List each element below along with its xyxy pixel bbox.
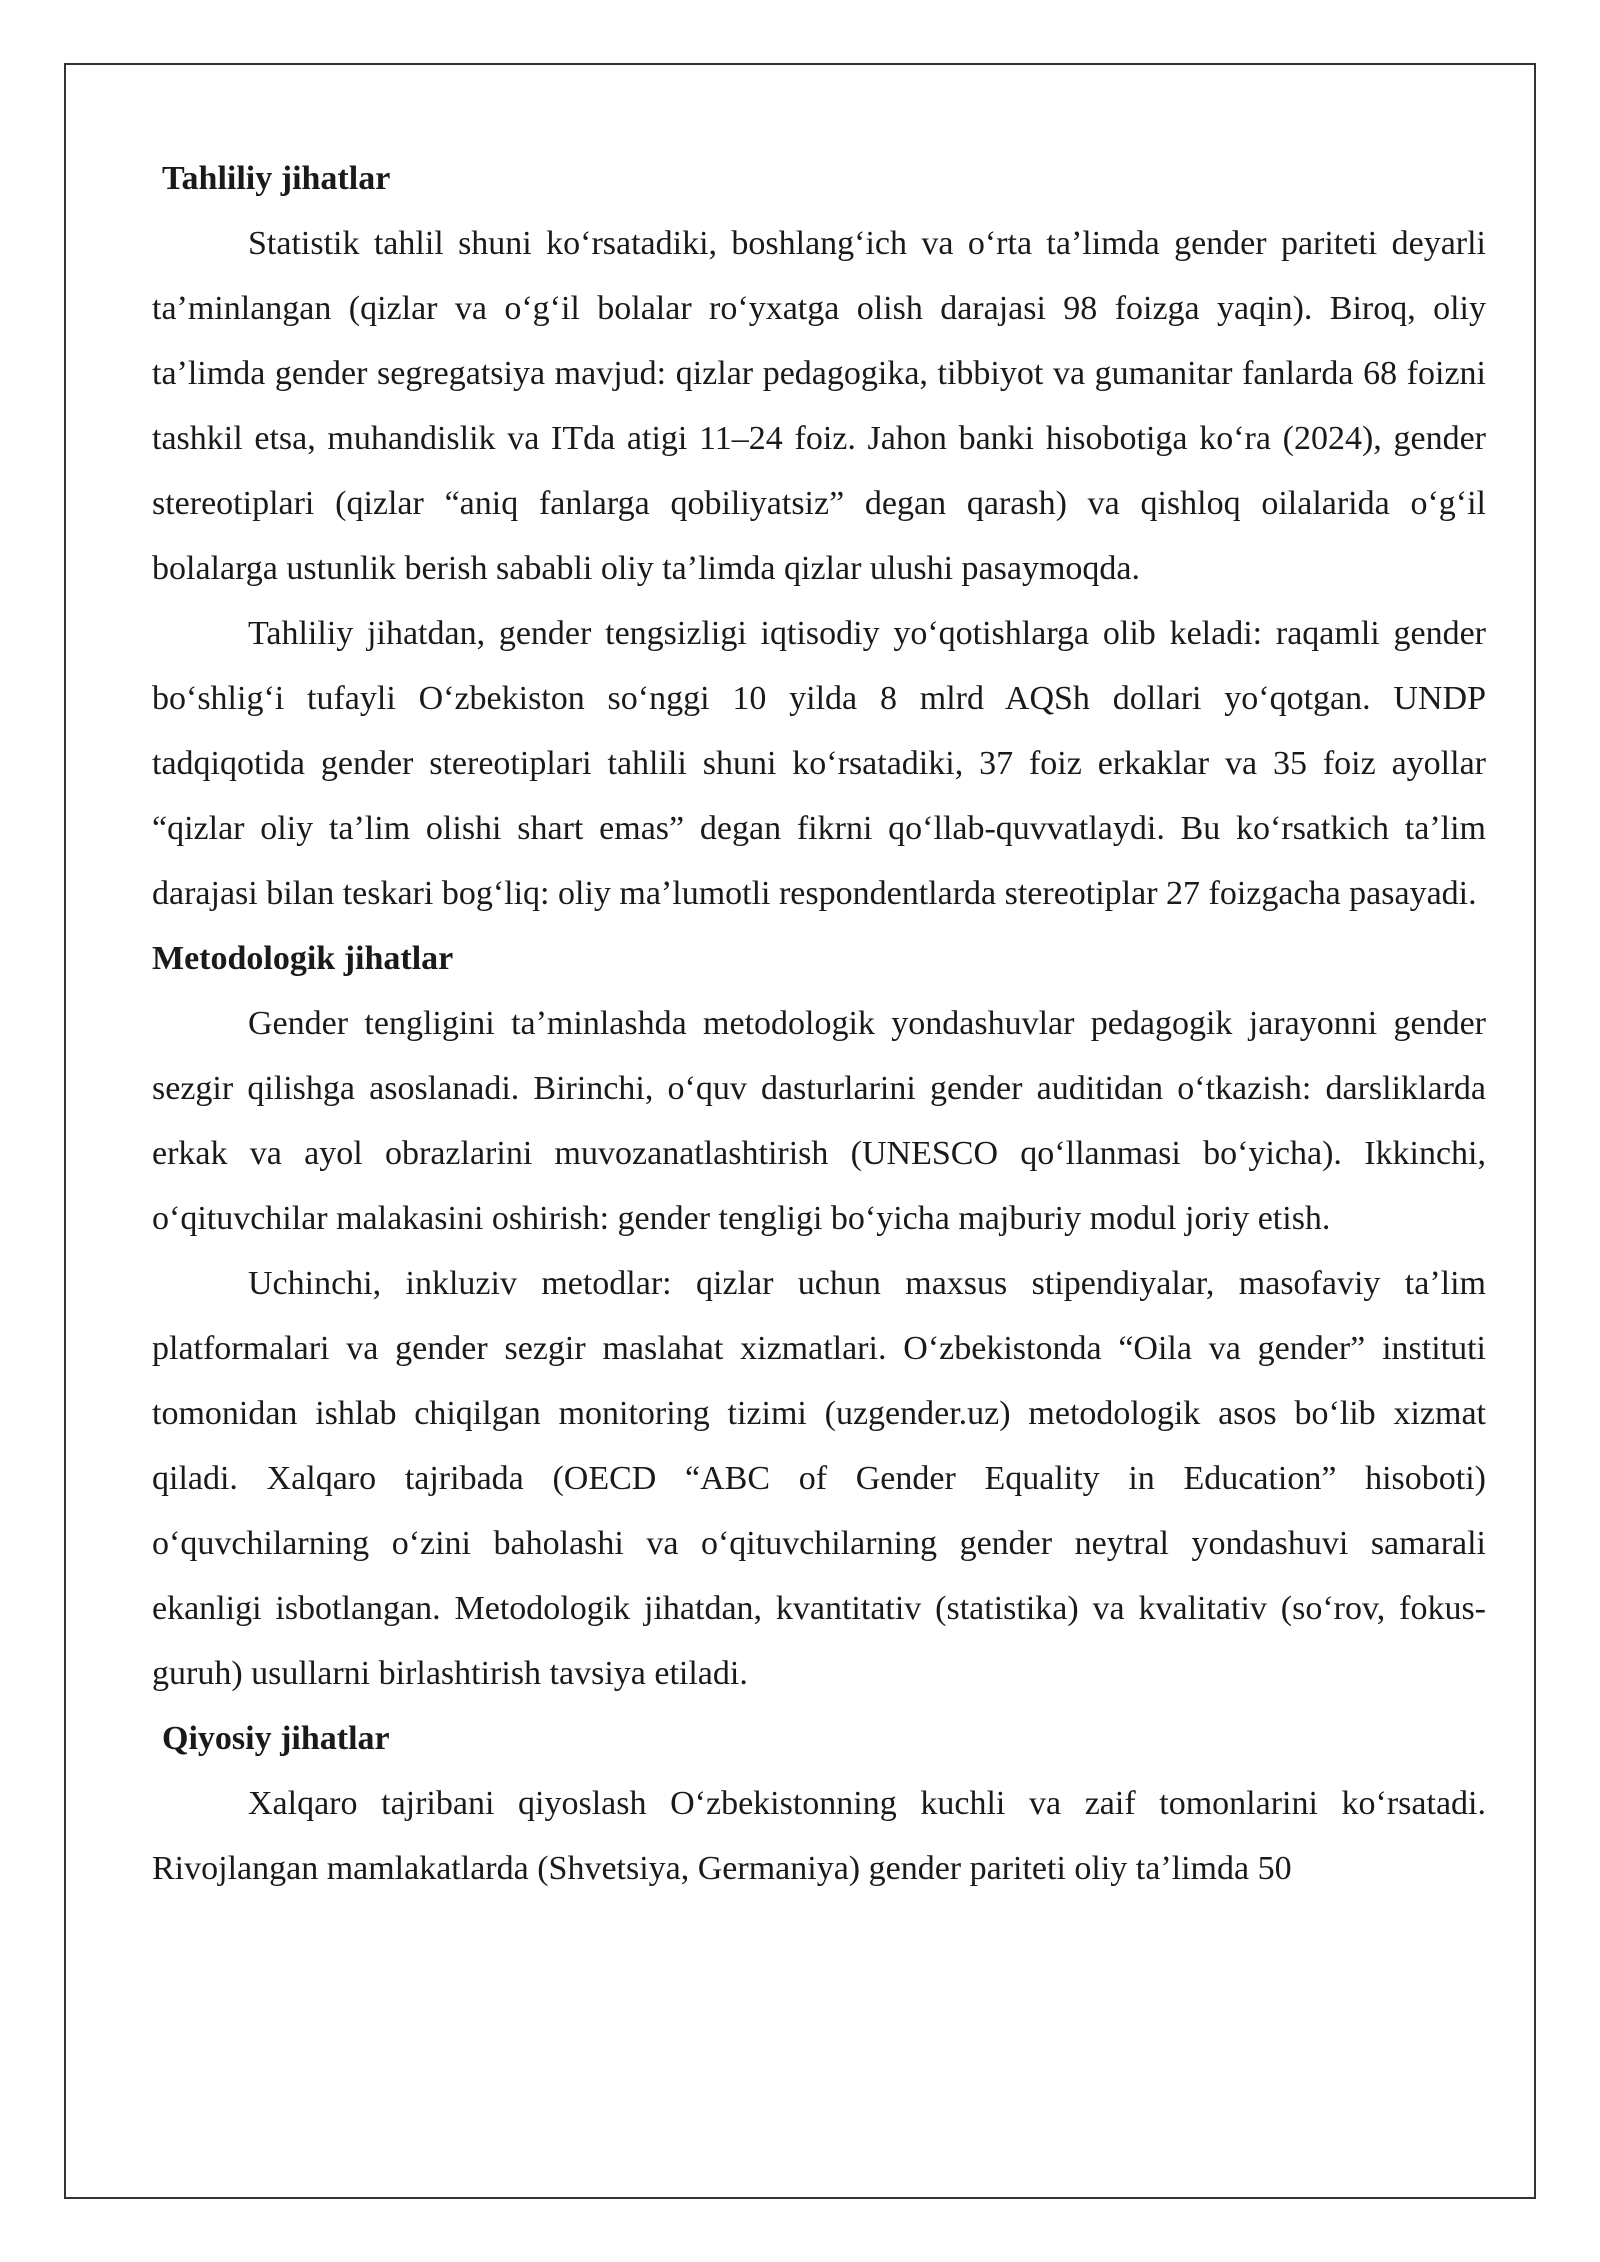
paragraph: Gender tengligini taʼminlashda metodologik yondashuvlar pedagogik jarayonni gender sezgir qilishga asoslanadi. Birinchi, oʻquv dasturlarini gender auditidan oʻtkazish: darsliklarda erkak va ayol obrazlarini muvozanatlashtirish (UNESCO qoʻllanmasi boʻyicha). Ikkinchi, oʻqituvchilar malakasini oshirish: gender tengligi boʻyicha majburiy modul joriy etish. [152, 1005, 1486, 1237]
section-heading-tahliliy: Tahliliy jihatlar [162, 160, 391, 197]
section-heading-qiyosiy: Qiyosiy jihatlar [162, 1720, 390, 1757]
paragraph: Statistik tahlil shuni koʻrsatadiki, boshlangʻich va oʻrta taʼlimda gender pariteti deyarli taʼminlangan (qizlar va oʻgʻil bolalar roʻyxatga olish darajasi 98 foizga yaqin). Biroq, oliy taʼlimda gender segregatsiya mavjud: qizlar pedagogika, tibbiyot va gumanitar fanlarda 68 foizni tashkil etsa, muhandislik va ITda atigi 11–24 foiz. Jahon banki hisobotiga koʻra (2024), gender stereotiplari (qizlar “aniq fanlarga qobiliyatsiz” degan qarash) va qishloq oilalarida oʻgʻil bolalarga ustunlik berish sababli oliy taʼlimda qizlar ulushi pasaymoqda. [152, 225, 1486, 587]
section-heading-metodologik: Metodologik jihatlar [152, 940, 454, 977]
paragraph: Tahliliy jihatdan, gender tengsizligi iqtisodiy yoʻqotishlarga olib keladi: raqamli gender boʻshligʻi tufayli Oʻzbekiston soʻnggi 10 yilda 8 mlrd AQSh dollari yoʻqotgan. UNDP tadqiqotida gender stereotiplari tahlili shuni koʻrsatadiki, 37 foiz erkaklar va 35 foiz ayollar “qizlar oliy taʼlim olishi shart emas” degan fikrni qoʻllab-quvvatlaydi. Bu koʻrsatkich taʼlim darajasi bilan teskari bogʻliq: oliy maʼlumotli respondentlarda stereotiplar 27 foizgacha pasayadi. [152, 615, 1486, 912]
paragraph: Xalqaro tajribani qiyoslash Oʻzbekistonning kuchli va zaif tomonlarini koʻrsatadi. Rivojlangan mamlakatlarda (Shvetsiya, Germaniya) gender pariteti oliy taʼlimda 50 [152, 1785, 1486, 1887]
paragraph: Uchinchi, inkluziv metodlar: qizlar uchun maxsus stipendiyalar, masofaviy taʼlim platformalari va gender sezgir maslahat xizmatlari. Oʻzbekistonda “Oila va gender” instituti tomonidan ishlab chiqilgan monitoring tizimi (uzgender.uz) metodologik asos boʻlib xizmat qiladi. Xalqaro tajribada (OECD “ABC of Gender Equality in Education” hisoboti) oʻquvchilarning oʻzini baholashi va oʻqituvchilarning gender neytral yondashuvi samarali ekanligi isbotlangan. Metodologik jihatdan, kvantitativ (statistika) va kvalitativ (soʻrov, fokus-guruh) usullarni birlashtirish tavsiya etiladi. [152, 1265, 1486, 1692]
document-body [152, 146, 1486, 1901]
